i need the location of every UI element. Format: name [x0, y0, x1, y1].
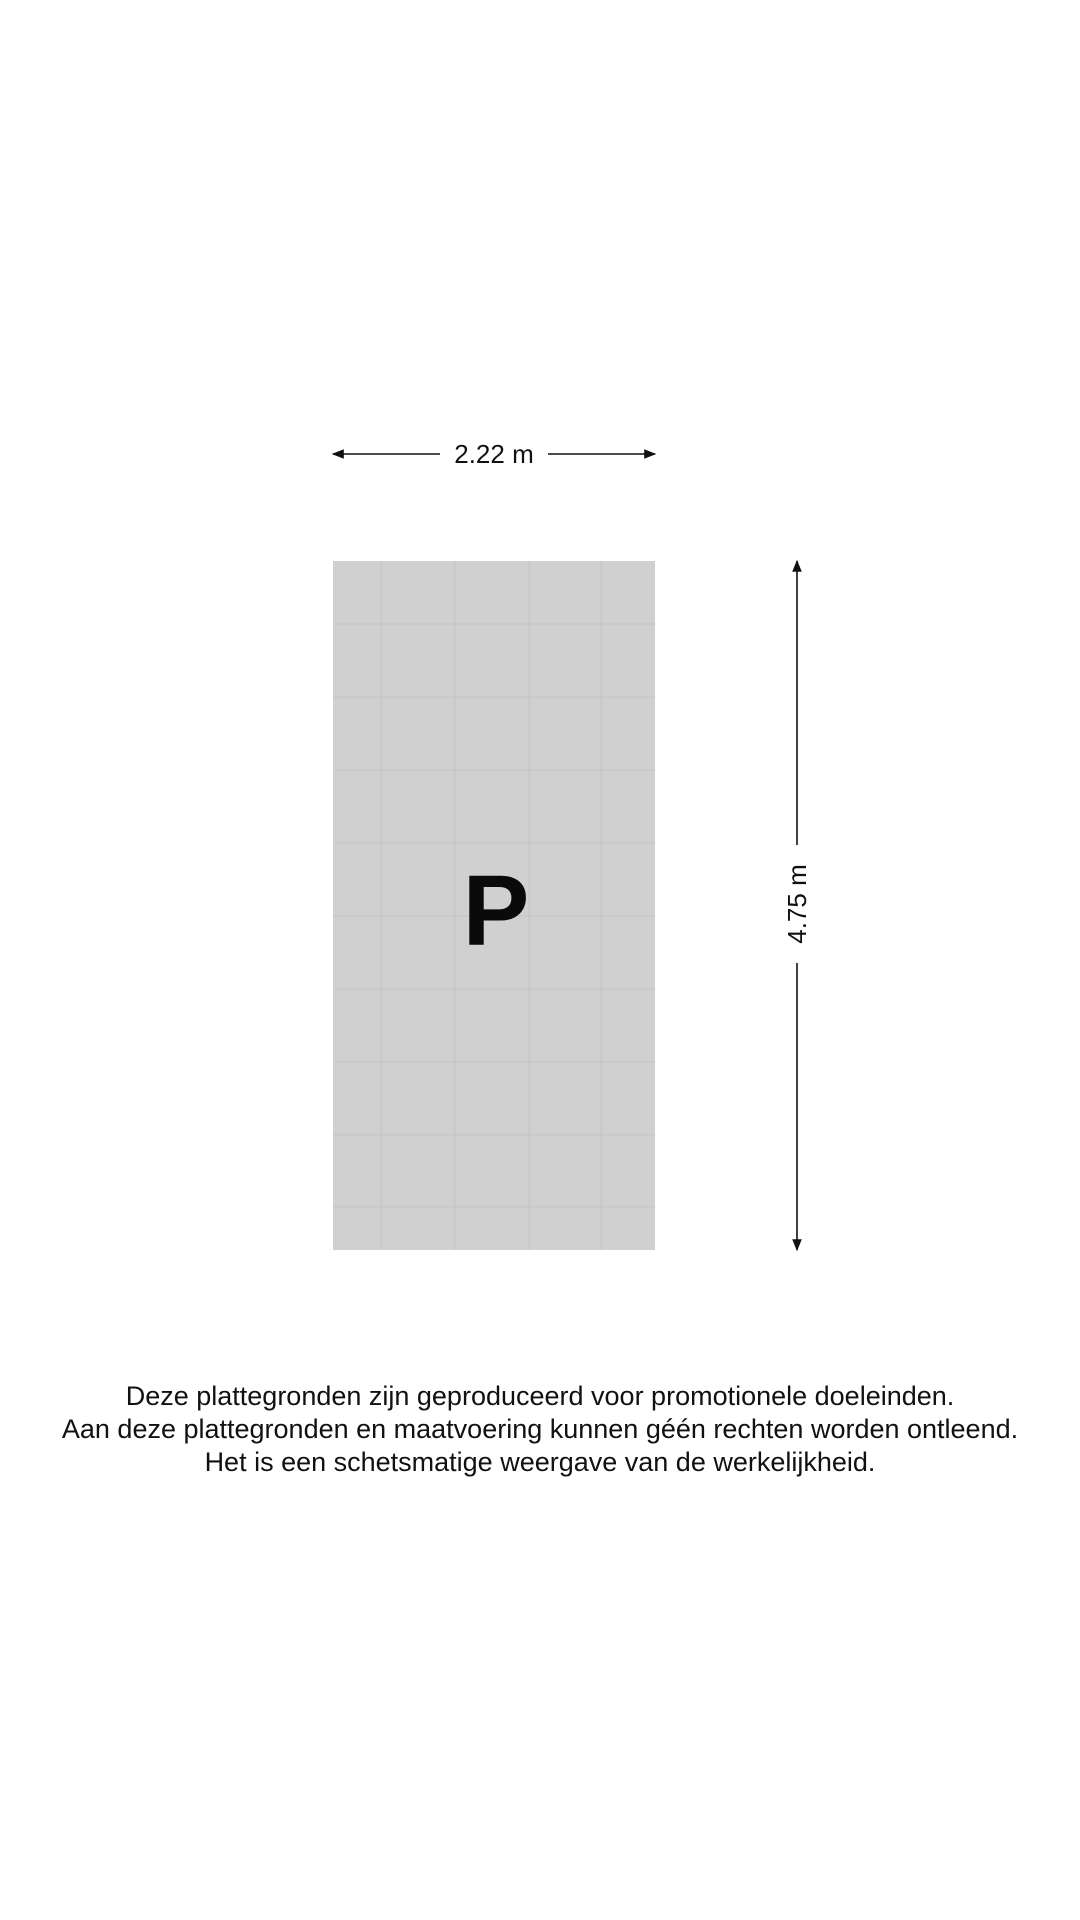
width-dimension — [333, 439, 655, 469]
height-dimension — [782, 561, 812, 1250]
height-label: 4.75 m — [782, 864, 812, 944]
parking-space — [333, 561, 655, 1250]
width-label: 2.22 m — [454, 439, 534, 469]
disclaimer — [0, 1380, 1080, 1479]
disclaimer-line-3: Het is een schetsmatige weergave van de werkelijkheid. — [204, 1447, 876, 1477]
disclaimer-line-1: Deze plattegronden zijn geproduceerd voor promotionele doeleinden. — [125, 1381, 955, 1411]
parking-space-label: P — [462, 855, 530, 967]
disclaimer-line-2: Aan deze plattegronden en maatvoering kunnen géén rechten worden ontleend. — [61, 1414, 1019, 1444]
